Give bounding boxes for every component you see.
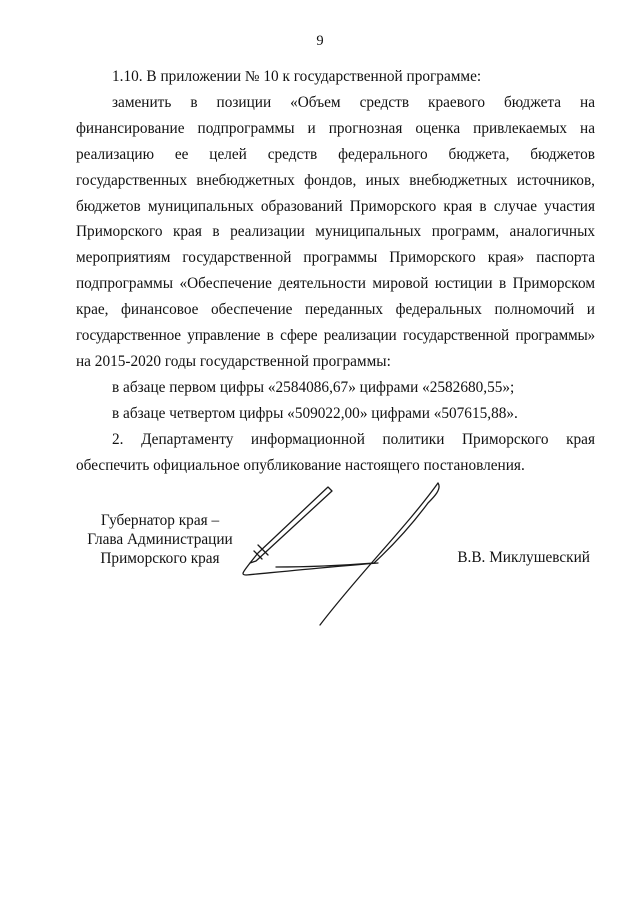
- text-line: на 2015-2020 годы государственной программы:: [76, 352, 391, 370]
- paragraph-1-10: [76, 64, 595, 90]
- text-line: 2. Департаменту информационной политики Приморского края: [112, 430, 595, 448]
- text-line: подпрограммы «Обеспечение деятельности мировой юстиции в Приморском: [76, 275, 595, 293]
- text-line: обеспечить официальное опубликование настоящего постановления.: [76, 456, 525, 474]
- page-number: 9: [316, 33, 324, 49]
- signatory-title: [76, 511, 244, 568]
- text-line: бюджетов муниципальных образований Приморского края в случае участия: [76, 197, 595, 215]
- handwritten-signature: [228, 475, 488, 635]
- signatory-title-line: Приморского края: [100, 550, 220, 567]
- text-line: реализацию ее целей средств федерального бюджета, бюджетов: [76, 145, 595, 163]
- paragraph-replace-position: [76, 90, 595, 375]
- text-line: финансирование подпрограммы и прогнозная оценка привлекаемых на: [76, 119, 595, 137]
- text-line: в абзаце первом цифры «2584086,67» цифрами «2582680,55»;: [112, 378, 515, 396]
- text-line: Приморского края в реализации муниципальных программ, аналогичных: [76, 223, 595, 241]
- signatory-title-line: Губернатор края –: [100, 512, 220, 529]
- text-line: государственных внебюджетных фондов, иных внебюджетных источников,: [76, 171, 595, 189]
- text-line: заменить в позиции «Объем средств краевого бюджета на: [112, 93, 595, 111]
- text-line: мероприятиям государственной программы Приморского края» паспорта: [76, 249, 595, 267]
- text-line: государственное управление в сфере реализации государственной программы»: [76, 327, 595, 345]
- text-line: 1.10. В приложении № 10 к государственной программе:: [112, 68, 482, 85]
- paragraph-first-abzats: [76, 375, 595, 401]
- text-line: в абзаце четвертом цифры «509022,00» цифрами «507615,88».: [112, 404, 518, 422]
- document-body: [76, 64, 595, 479]
- signatory-name: В.В. Миклушевский: [457, 549, 590, 566]
- paragraph-fourth-abzats: [76, 401, 595, 427]
- text-line: крае, финансовое обеспечение переданных федеральных полномочий и: [76, 301, 595, 319]
- signatory-title-line: Глава Администрации: [87, 531, 233, 548]
- paragraph-department: [76, 427, 595, 479]
